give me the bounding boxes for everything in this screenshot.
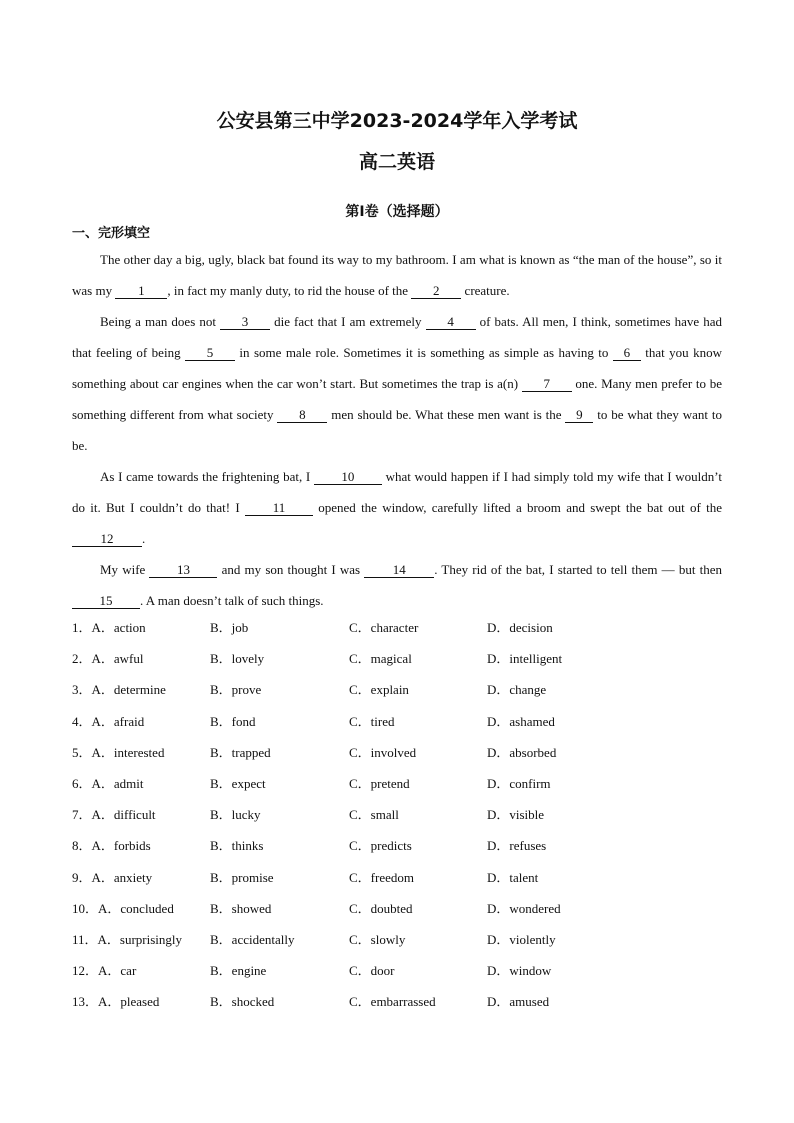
question-option-d: D．window [487, 963, 552, 979]
blank-7: 7 [522, 376, 572, 392]
question-option-b: B．lovely [210, 651, 265, 667]
question-option-a [72, 711, 144, 730]
question-row [72, 867, 732, 898]
question-row [72, 679, 732, 710]
question-row [72, 711, 732, 742]
question-row [72, 960, 732, 991]
passage-text: to be what they want to be. [72, 407, 723, 453]
question-option-a [72, 679, 166, 698]
blank-3: 3 [220, 314, 270, 330]
passage-text: . A man doesn’t talk of such things. [140, 593, 324, 608]
question-row [72, 617, 732, 648]
question-option-c: C．character [349, 620, 419, 635]
question-row [72, 742, 732, 773]
question-row [72, 991, 732, 1022]
blank-9: 9 [565, 407, 593, 423]
passage-text: . They rid of the bat, I started to tell them — but then [434, 562, 722, 577]
question-row [72, 804, 732, 835]
question-option-b: B．thinks [210, 838, 264, 854]
passage-text: . [142, 531, 146, 546]
question-option-b: B．lucky [210, 807, 261, 823]
passage-text: Being a man does not [100, 314, 221, 329]
question-option-a [72, 898, 174, 917]
blank-12: 12 [72, 531, 142, 547]
question-option-d: D．visible [487, 807, 545, 823]
question-option-c: C．doubted [349, 900, 413, 916]
question-option-a [72, 648, 144, 667]
option-text: A．admit [91, 775, 144, 791]
question-option-a [72, 773, 144, 792]
option-text: A．forbids [91, 838, 151, 854]
passage-paragraph-4 [72, 554, 722, 616]
question-option-d: D．amused [487, 994, 550, 1010]
option-text: A．action [91, 620, 146, 635]
question-option-a [72, 835, 151, 854]
question-option-d: D．violently [487, 931, 556, 947]
question-number: 5． [72, 744, 92, 760]
question-option-b: B．fond [210, 713, 256, 729]
question-row [72, 773, 732, 804]
passage-text: men should be. What these men want is the [327, 407, 566, 422]
blank-2: 2 [411, 283, 461, 299]
passage-text: of bats. All men, I think, sometimes have had that feeling of being [72, 314, 722, 360]
option-text: A．surprisingly [97, 931, 183, 947]
question-option-a [72, 804, 156, 823]
question-number: 6． [72, 775, 92, 791]
question-row [72, 898, 732, 929]
blank-14: 14 [364, 562, 434, 578]
question-option-b: B．job [210, 620, 249, 635]
question-option-d: D．absorbed [487, 744, 557, 760]
question-number: 11． [72, 931, 98, 947]
question-option-c: C．tired [349, 713, 395, 729]
question-option-c: C．involved [349, 744, 417, 760]
question-option-c: C．small [349, 807, 399, 823]
question-number: 12． [72, 963, 99, 979]
blank-1: 1 [115, 283, 167, 299]
passage-text: what would happen if I had simply told my wife that I wouldn’t do it. But I couldn’t do that! I [72, 469, 722, 515]
question-option-c: C．slowly [349, 931, 406, 947]
passage-paragraph-3 [72, 461, 722, 554]
section-title: 一、完形填空 [72, 226, 151, 241]
question-option-b: B．showed [210, 900, 272, 916]
passage-text: that you know something about car engines when the car won’t start. But sometimes the trap is a(n) [72, 345, 722, 391]
cloze-passage [72, 244, 722, 616]
question-option-d: D．intelligent [487, 651, 563, 667]
blank-4: 4 [426, 314, 476, 330]
passage-paragraph-1 [72, 244, 722, 306]
question-option-a [72, 867, 152, 886]
subject-title: 高二英语 [358, 151, 435, 173]
question-number: 8． [72, 838, 92, 854]
question-option-d: D．confirm [487, 775, 551, 791]
passage-text: one. Many men prefer to be something different from what society [72, 376, 723, 422]
passage-text: As I came towards the frightening bat, I [100, 469, 314, 484]
passage-text: , in fact my manly duty, to rid the house of the [167, 283, 412, 298]
question-row [72, 929, 732, 960]
question-option-a [72, 742, 164, 761]
question-option-b: B．promise [210, 869, 274, 885]
question-option-a [72, 617, 146, 636]
question-number: 1． [72, 620, 92, 635]
blank-10: 10 [314, 469, 382, 485]
question-number: 13． [72, 994, 99, 1010]
passage-text: creature. [461, 283, 510, 298]
question-option-b: B．prove [210, 682, 262, 698]
question-option-a [72, 960, 136, 979]
blank-15: 15 [72, 593, 140, 609]
question-number: 7． [72, 807, 92, 823]
question-options [72, 617, 732, 1022]
passage-text: in some male role. Sometimes it is something as simple as having to [235, 345, 613, 360]
question-option-c: C．door [349, 963, 395, 979]
option-text: A．concluded [98, 900, 174, 916]
passage-text: die fact that I am extremely [270, 314, 426, 329]
question-option-b: B．trapped [210, 744, 271, 760]
option-text: A．car [98, 963, 137, 979]
option-text: A．difficult [91, 807, 156, 823]
blank-5: 5 [185, 345, 235, 361]
blank-8: 8 [277, 407, 327, 423]
question-option-d: D．decision [487, 620, 553, 635]
question-option-b: B．shocked [210, 994, 275, 1010]
question-row [72, 648, 732, 679]
question-option-c: C．predicts [349, 838, 412, 854]
question-option-b: B．expect [210, 775, 266, 791]
option-text: A．afraid [91, 713, 145, 729]
option-text: A．pleased [98, 994, 160, 1010]
passage-text: and my son thought I was [217, 562, 365, 577]
blank-11: 11 [245, 500, 313, 516]
question-option-d: D．refuses [487, 838, 547, 854]
passage-text: My wife [100, 562, 150, 577]
question-option-c: C．magical [349, 651, 412, 667]
question-option-c: C．pretend [349, 775, 410, 791]
question-option-a [72, 929, 182, 948]
question-option-a [72, 991, 159, 1010]
option-text: A．awful [91, 651, 144, 667]
option-text: A．interested [91, 744, 165, 760]
blank-6: 6 [613, 345, 641, 361]
question-option-d: D．talent [487, 869, 539, 885]
question-option-b: B．accidentally [210, 931, 295, 947]
exam-title: 公安县第三中学2023-2024学年入学考试 [216, 110, 578, 132]
blank-13: 13 [149, 562, 217, 578]
passage-paragraph-2 [72, 306, 722, 461]
question-number: 4． [72, 713, 92, 729]
question-number: 3． [72, 682, 92, 698]
question-option-d: D．ashamed [487, 713, 555, 729]
question-number: 9． [72, 869, 92, 885]
option-text: A．determine [91, 682, 166, 698]
question-option-b: B．engine [210, 963, 267, 979]
question-number: 2． [72, 651, 92, 667]
question-option-c: C．explain [349, 682, 409, 698]
passage-text: The other day a big, ugly, black bat found its way to my bathroom. I am what is known as “the man of the house”, so it was my [72, 252, 722, 298]
question-option-c: C．embarrassed [349, 994, 436, 1010]
question-row [72, 835, 732, 866]
question-number: 10． [72, 900, 99, 916]
question-option-d: D．wondered [487, 900, 561, 916]
passage-text: opened the window, carefully lifted a broom and swept the bat out of the [312, 500, 722, 515]
question-option-d: D．change [487, 682, 547, 698]
option-text: A．anxiety [91, 869, 153, 885]
question-option-c: C．freedom [349, 869, 414, 885]
part-title: 第Ⅰ卷（选择题） [345, 204, 449, 220]
